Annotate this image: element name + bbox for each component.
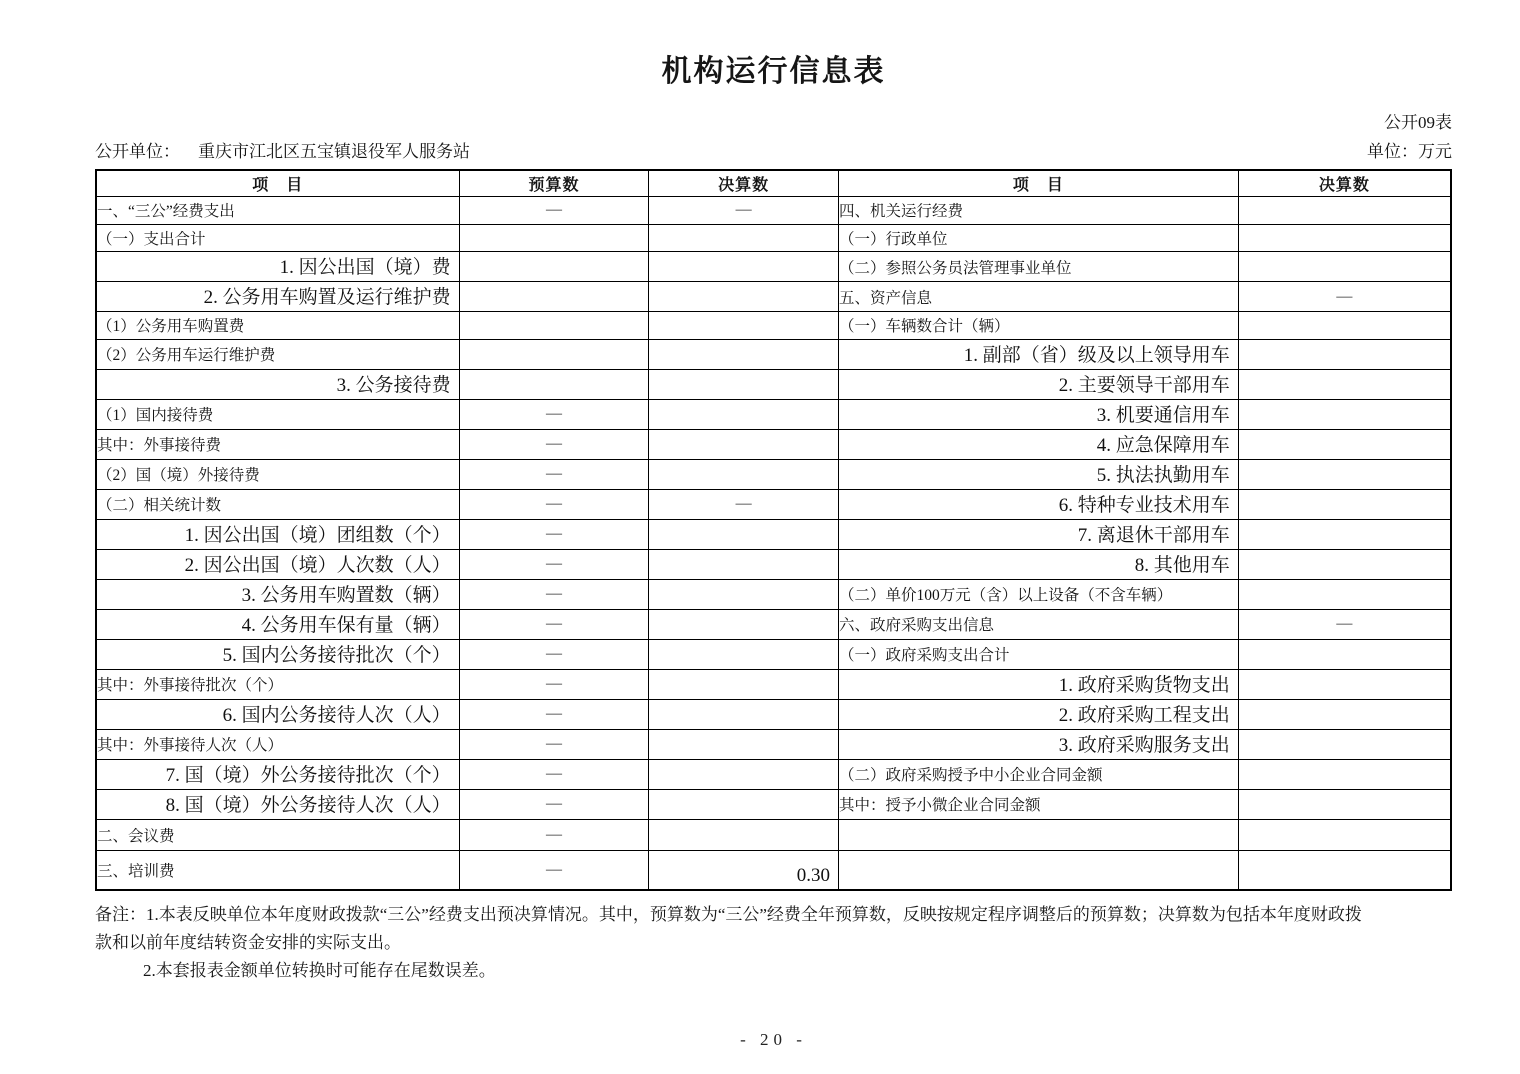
budget-cell [459,282,649,312]
item-cell-left: 其中：外事接待费 [96,429,459,459]
final-cell-right [1238,369,1451,399]
col-header-final-left: 决算数 [649,170,839,197]
final-cell-right [1238,197,1451,225]
table-row [96,312,1451,340]
table-row [96,850,1451,890]
budget-cell [459,252,649,282]
final-cell-left [649,282,839,312]
item-cell-right: （一）行政单位 [839,224,1239,252]
publishing-unit-name: 重庆市江北区五宝镇退役军人服务站 [198,142,470,161]
table-code: 公开09表 [1384,113,1452,132]
budget-cell: — [459,489,649,519]
table-row [96,252,1451,282]
note-line-2: 款和以前年度结转资金安排的实际支出。 [95,932,401,952]
budget-cell: — [459,459,649,489]
item-cell-right: 3. 政府采购服务支出 [839,729,1239,759]
page-title: 机构运行信息表 [661,55,886,88]
final-cell-left [649,819,839,850]
budget-cell: — [459,850,649,890]
item-cell-left: （1）公务用车购置费 [96,312,459,340]
final-cell-right: — [1238,609,1451,639]
final-cell-left [649,789,839,819]
table-row [96,789,1451,819]
table-row [96,399,1451,429]
unit-row [95,140,1452,163]
table-row [96,429,1451,459]
item-cell-right: （二）参照公务员法管理事业单位 [839,252,1239,282]
table-row [96,282,1451,312]
item-cell-right: 4. 应急保障用车 [839,429,1239,459]
table-row [96,339,1451,369]
table-body [96,197,1451,890]
final-cell-left: — [649,489,839,519]
item-cell-left: 2. 因公出国（境）人次数（人） [96,549,459,579]
budget-cell: — [459,549,649,579]
table-row [96,519,1451,549]
final-cell-right [1238,339,1451,369]
final-cell-right [1238,699,1451,729]
final-cell-right [1238,224,1451,252]
final-cell-right [1238,789,1451,819]
final-cell-right [1238,579,1451,609]
final-cell-right [1238,429,1451,459]
item-cell-left: （一）支出合计 [96,224,459,252]
item-cell-left: 3. 公务接待费 [96,369,459,399]
budget-cell: — [459,639,649,669]
final-cell-left: — [649,197,839,225]
budget-cell: — [459,759,649,789]
final-cell-left [649,399,839,429]
final-cell-right [1238,729,1451,759]
budget-cell: — [459,579,649,609]
budget-cell [459,312,649,340]
item-cell-left: 一、“三公”经费支出 [96,197,459,225]
header-row [96,170,1451,197]
item-cell-right: 五、资产信息 [839,282,1239,312]
budget-cell: — [459,789,649,819]
item-cell-left: （1）国内接待费 [96,399,459,429]
table-row [96,579,1451,609]
final-cell-right [1238,519,1451,549]
col-header-item-right: 项 目 [839,170,1239,197]
col-header-budget: 预算数 [459,170,649,197]
item-cell-right: 5. 执法执勤用车 [839,459,1239,489]
table-row [96,369,1451,399]
table-row [96,819,1451,850]
final-cell-left [649,339,839,369]
table-row [96,609,1451,639]
table-row [96,224,1451,252]
item-cell-left: 三、培训费 [96,850,459,890]
budget-cell: — [459,197,649,225]
item-cell-right: 6. 特种专业技术用车 [839,489,1239,519]
budget-cell: — [459,669,649,699]
final-cell-right [1238,639,1451,669]
final-cell-left [649,729,839,759]
final-cell-left [649,429,839,459]
final-cell-right: — [1238,282,1451,312]
item-cell-right: （一）政府采购支出合计 [839,639,1239,669]
final-cell-right [1238,549,1451,579]
note-line-3: 2.本套报表金额单位转换时可能存在尾数误差。 [143,960,496,980]
table-row [96,759,1451,789]
budget-cell: — [459,429,649,459]
item-cell-left: （2）公务用车运行维护费 [96,339,459,369]
item-cell-left: （二）相关统计数 [96,489,459,519]
final-cell-left [649,224,839,252]
final-cell-left [649,459,839,489]
info-table [95,169,1452,891]
col-header-final-right: 决算数 [1238,170,1451,197]
final-cell-right [1238,252,1451,282]
item-cell-right [839,819,1239,850]
final-cell-right [1238,759,1451,789]
item-cell-left: 2. 公务用车购置及运行维护费 [96,282,459,312]
budget-cell: — [459,519,649,549]
budget-cell [459,224,649,252]
budget-cell [459,369,649,399]
item-cell-left: 7. 国（境）外公务接待批次（个） [96,759,459,789]
table-row [96,549,1451,579]
item-cell-right: 3. 机要通信用车 [839,399,1239,429]
budget-cell: — [459,699,649,729]
page-number: - 20 - [740,1030,807,1049]
final-cell-right [1238,459,1451,489]
item-cell-left: 8. 国（境）外公务接待人次（人） [96,789,459,819]
final-cell-right [1238,669,1451,699]
final-cell-left [649,312,839,340]
final-cell-left [649,669,839,699]
item-cell-right: 六、政府采购支出信息 [839,609,1239,639]
item-cell-left: 3. 公务用车购置数（辆） [96,579,459,609]
table-row [96,489,1451,519]
final-cell-left [649,519,839,549]
item-cell-right: （二）单价100万元（含）以上设备（不含车辆） [839,579,1239,609]
final-cell-left [649,639,839,669]
final-cell-right [1238,489,1451,519]
table-header [96,170,1451,197]
final-cell-right [1238,312,1451,340]
publishing-unit [95,140,470,163]
item-cell-right: 8. 其他用车 [839,549,1239,579]
final-cell-left: 0.30 [649,850,839,890]
table-row [96,669,1451,699]
final-cell-left [649,609,839,639]
final-cell-right [1238,399,1451,429]
final-cell-left [649,699,839,729]
item-cell-left: 4. 公务用车保有量（辆） [96,609,459,639]
final-cell-left [649,369,839,399]
budget-cell: — [459,609,649,639]
item-cell-right: （一）车辆数合计（辆） [839,312,1239,340]
item-cell-right: 7. 离退休干部用车 [839,519,1239,549]
budget-cell: — [459,819,649,850]
table-row [96,699,1451,729]
item-cell-left: 二、会议费 [96,819,459,850]
item-cell-right: 2. 主要领导干部用车 [839,369,1239,399]
currency-unit: 单位：万元 [1367,142,1452,161]
table-row [96,459,1451,489]
item-cell-right: 2. 政府采购工程支出 [839,699,1239,729]
table-row [96,197,1451,225]
item-cell-left: 6. 国内公务接待人次（人） [96,699,459,729]
budget-cell [459,339,649,369]
item-cell-left: 1. 因公出国（境）费 [96,252,459,282]
final-cell-left [649,579,839,609]
final-cell-left [649,549,839,579]
item-cell-left: 其中：外事接待批次（个） [96,669,459,699]
notes [95,901,1452,985]
item-cell-left: （2）国（境）外接待费 [96,459,459,489]
final-cell-right [1238,850,1451,890]
item-cell-left: 5. 国内公务接待批次（个） [96,639,459,669]
item-cell-right: 其中：授予小微企业合同金额 [839,789,1239,819]
table-row [96,729,1451,759]
item-cell-right: 1. 政府采购货物支出 [839,669,1239,699]
budget-cell: — [459,729,649,759]
item-cell-right [839,850,1239,890]
budget-cell: — [459,399,649,429]
note-line-1: 备注：1.本表反映单位本年度财政拨款“三公”经费支出预决算情况。其中，预算数为“三公”经费全年预算数，反映按规定程序调整后的预算数；决算数为包括本年度财政拨 [95,904,1362,924]
item-cell-right: 1. 副部（省）级及以上领导用车 [839,339,1239,369]
table-row [96,639,1451,669]
item-cell-right: 四、机关运行经费 [839,197,1239,225]
item-cell-right: （二）政府采购授予中小企业合同金额 [839,759,1239,789]
item-cell-left: 1. 因公出国（境）团组数（个） [96,519,459,549]
final-cell-left [649,759,839,789]
col-header-item-left: 项 目 [96,170,459,197]
publishing-unit-label: 公开单位： [95,142,180,161]
item-cell-left: 其中：外事接待人次（人） [96,729,459,759]
final-cell-right [1238,819,1451,850]
final-cell-left [649,252,839,282]
